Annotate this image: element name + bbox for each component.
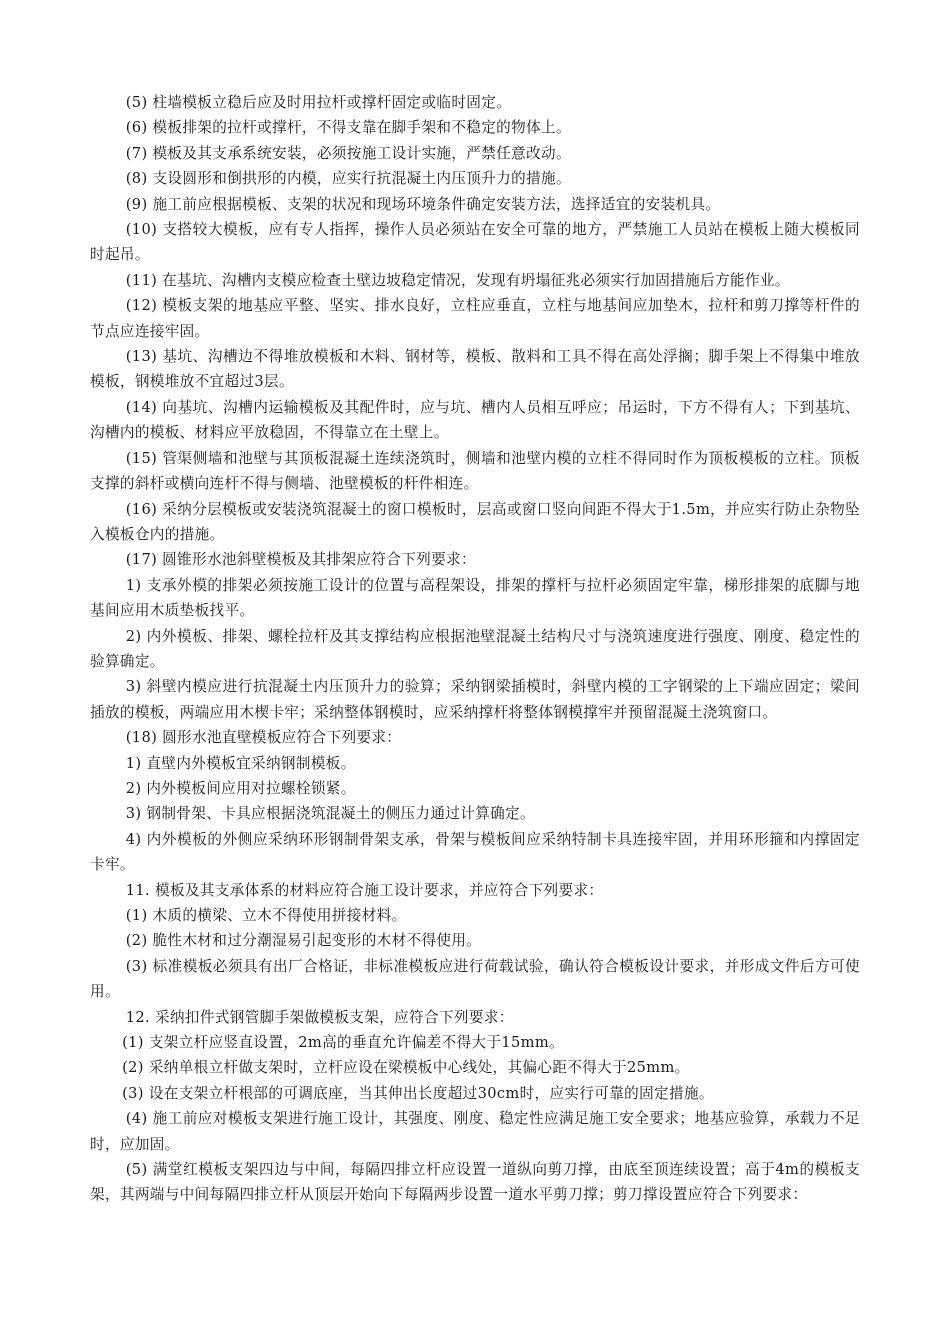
paragraph: (9) 施工前应根据模板、支架的状况和现场环境条件确定安装方法，选择适宜的安装机具。 [125, 195, 721, 213]
paragraph: (2) 采纳单根立杆做支架时，立杆应设在梁模板中心线处，其偏心距不得大于25mm。 [122, 1059, 690, 1077]
paragraph: (13) 基坑、沟槽边不得堆放模板和木料、钢材等，模板、散料和工具不得在高处浮搁；脚手架上不得集中堆放模板，钢模堆放不宜超过3层。 [90, 348, 860, 391]
paragraph: 2) 内外模板、排架、螺栓拉杆及其支撑结构应根据池壁混凝土结构尺寸与浇筑速度进行强度、刚度、稳定性的验算确定。 [90, 627, 860, 670]
paragraph: (7) 模板及其支承系统安装，必须按施工设计实施，严禁任意改动。 [125, 144, 571, 162]
paragraph: (10) 支搭较大模板，应有专人指挥，操作人员必须站在安全可靠的地方，严禁施工人员站在模板上随大模板同时起吊。 [90, 221, 860, 264]
paragraph: (17) 圆锥形水池斜壁模板及其排架应符合下列要求： [125, 551, 476, 569]
paragraph: (5) 柱墙模板立稳后应及时用拉杆或撑杆固定或临时固定。 [125, 94, 512, 111]
paragraph: 2) 内外模板间应用对拉螺栓锁紧。 [125, 779, 356, 797]
paragraph: 3) 斜壁内模应进行抗混凝土内压顶升力的验算；采纳钢梁插模时，斜壁内模的工字钢梁的上下端应固定；梁间插放的模板，两端应用木楔卡牢；采纳整体钢模时，应采纳撑杆将整体钢模撑牢并预留混凝土浇筑窗口。 [90, 678, 860, 721]
paragraph: (5) 满堂红模板支架四边与中间，每隔四排立杆应设置一道纵向剪刀撑，由底至顶连续设置；高于4m的模板支架，其两端与中间每隔四排立杆从顶层开始向下每隔两步设置一道水平剪刀撑；剪刀撑设置应符合下列要求： [90, 1161, 860, 1204]
paragraph: 1) 支承外模的排架必须按施工设计的位置与高程架设，排架的撑杆与拉杆必须固定牢靠，梯形排架的底脚与地基间应用木质垫板找平。 [90, 576, 860, 620]
paragraph: (18) 圆形水池直壁模板应符合下列要求： [125, 729, 402, 747]
paragraph: 1) 直壁内外模板宜采纳钢制模板。 [125, 754, 356, 772]
paragraph: (14) 向基坑、沟槽内运输模板及其配件时，应与坑、槽内人员相互呼应；吊运时，下方不得有人；下到基坑、沟槽内的模板、材料应平放稳固，不得靠立在土壁上。 [90, 398, 860, 442]
paragraph: 11. 模板及其支承体系的材料应符合施工设计要求，并应符合下列要求： [125, 881, 604, 899]
paragraph: (8) 支设圆形和倒拱形的内模，应实行抗混凝土内压顶升力的措施。 [125, 170, 571, 188]
paragraph: 12. 采纳扣件式钢管脚手架做模板支架，应符合下列要求： [125, 1008, 514, 1026]
paragraph: 4) 内外模板的外侧应采纳环形钢制骨架支承，骨架与模板间应采纳特制卡具连接牢固，并用环形箍和内撑固定卡牢。 [90, 830, 860, 874]
paragraph: (1) 木质的横梁、立木不得使用拼接材料。 [125, 907, 407, 924]
paragraph: (6) 模板排架的拉杆或撑杆，不得支靠在脚手架和不稳定的物体上。 [125, 119, 571, 137]
paragraph: (16) 采纳分层模板或安装浇筑混凝土的窗口模板时，层高或窗口竖向间距不得大于1.5m，并应实行防止杂物坠入模板仓内的措施。 [90, 500, 860, 543]
paragraph: (3) 标准模板必须具有出厂合格证，非标准模板应进行荷载试验，确认符合模板设计要求，并形成文件后方可使用。 [90, 957, 860, 1001]
paragraph: (11) 在基坑、沟槽内支模应检查土壁边坡稳定情况，发现有坍塌征兆必须实行加固措施后方能作业。 [125, 271, 790, 289]
paragraph: (3) 设在支架立杆根部的可调底座，当其伸出长度超过30cm时，应实行可靠的固定措施。 [122, 1084, 714, 1102]
paragraph: (2) 脆性木材和过分潮湿易引起变形的木材不得使用。 [125, 932, 482, 950]
paragraph: 3) 钢制骨架、卡具应根据浇筑混凝土的侧压力通过计算确定。 [125, 805, 535, 823]
paragraph: (4) 施工前应对模板支架进行施工设计，其强度、刚度、稳定性应满足施工安全要求；地基应验算，承载力不足时，应加固。 [90, 1110, 860, 1153]
paragraph: (15) 管渠侧墙和池壁与其顶板混凝土连续浇筑时，侧墙和池壁内模的立柱不得同时作为顶板模板的立柱。顶板支撑的斜杆或横向连杆不得与侧墙、池壁模板的杆件相连。 [90, 449, 860, 493]
paragraph: (1) 支架立杆应竖直设置，2m高的垂直允许偏差不得大于15mm。 [122, 1034, 564, 1052]
paragraph: (12) 模板支架的地基应平整、坚实、排水良好，立柱应垂直，立柱与地基间应加垫木，拉杆和剪刀撑等杆件的节点应连接牢固。 [90, 297, 860, 340]
